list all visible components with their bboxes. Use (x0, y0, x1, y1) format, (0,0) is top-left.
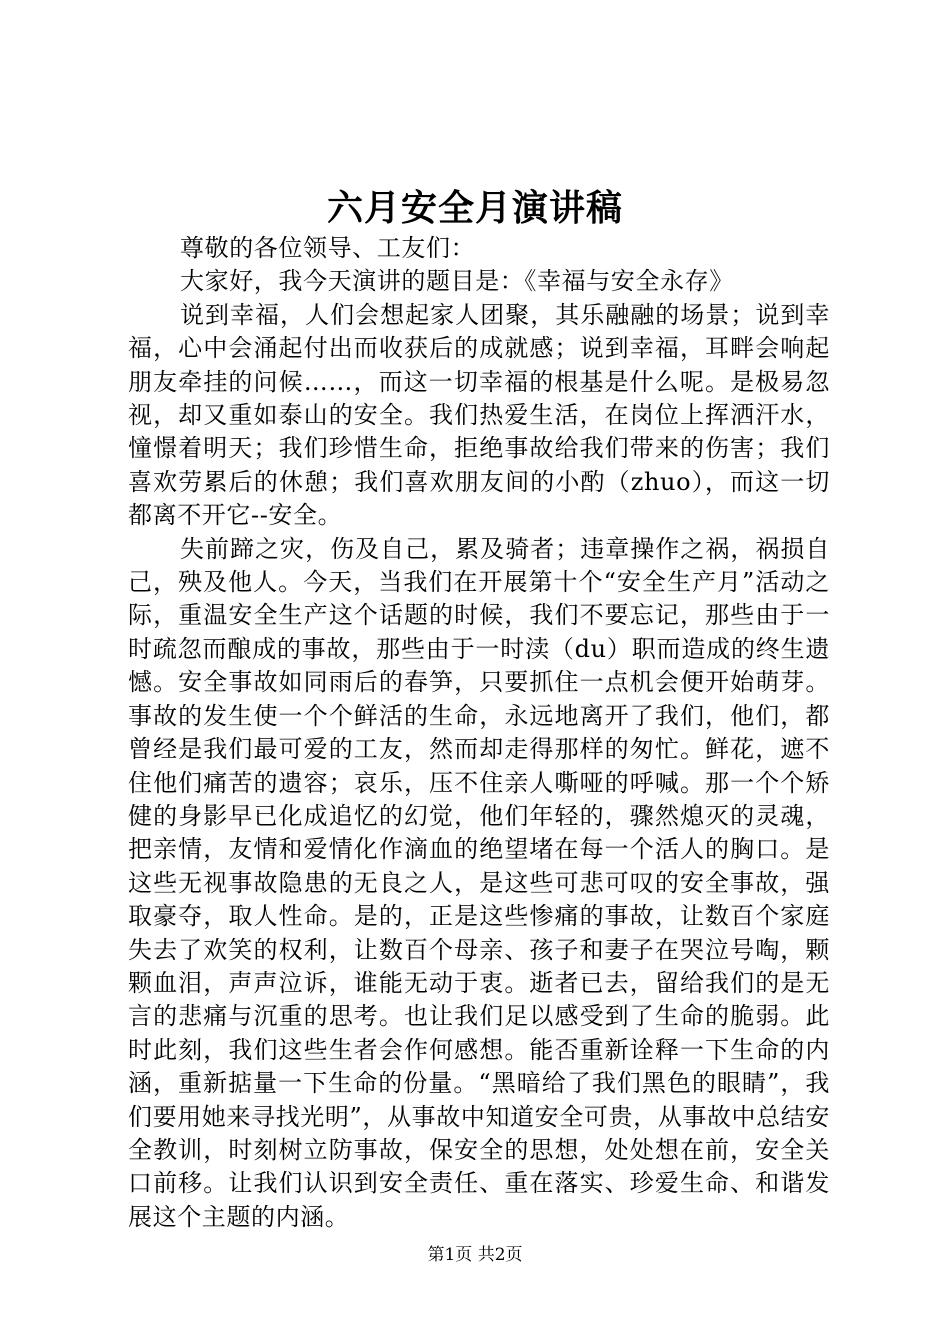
document-body (128, 232, 830, 1234)
salutation-paragraph: 尊敬的各位领导、工友们： (180, 234, 476, 262)
happiness-paragraph: 说到幸福，人们会想起家人团聚，其乐融融的场景；说到幸福，心中会涌起付出而收获后的成就感；说到幸福，耳畔会响起朋友牵挂的问候……，而这一切幸福的根基是什么呢。是极易忽视，却又重如泰山的安全。我们热爱生活，在岗位上挥洒汗水，憧憬着明天；我们珍惜生命，拒绝事故给我们带来的伤害；我们喜欢劳累后的休憩；我们喜欢朋友间的小酌（zhuo），而这一切都离不开它--安全。 (128, 300, 830, 530)
speech-topic-paragraph: 大家好，我今天演讲的题目是：《幸福与安全永存》 (180, 267, 734, 296)
document-title: 六月安全月演讲稿 (326, 187, 623, 229)
page-number-footer: 第1页 共2页 (427, 1245, 523, 1265)
safety-accident-paragraph: 失前蹄之灾，伤及自己，累及骑者；违章操作之祸，祸损自己，殃及他人。今天，当我们在开展第十个“安全生产月”活动之际，重温安全生产这个话题的时候，我们不要忘记，那些由于一时疏忽而酿成的事故，那些由于一时渎（du）职而造成的终生遗憾。安全事故如同雨后的春笋，只要抓住一点机会便开始萌芽。事故的发生使一个个鲜活的生命，永远地离开了我们，他们，都曾经是我们最可爱的工友，然而却走得那样的匆忙。鲜花，遮不住他们痛苦的遗容；哀乐，压不住亲人嘶哑的呼喊。那一个个矫健的身影早已化成追忆的幻觉，他们年轻的，骤然熄灭的灵魂，把亲情，友情和爱情化作滴血的绝望堵在每一个活人的胸口。是这些无视事故隐患的无良之人，是这些可悲可叹的安全事故，强取豪夺，取人性命。是的，正是这些惨痛的事故，让数百个家庭失去了欢笑的权利，让数百个母亲、孩子和妻子在哭泣号啕，颗颗血泪，声声泣诉，谁能无动于衷。逝者已去，留给我们的是无言的悲痛与沉重的思考。也让我们足以感受到了生命的脆弱。此时此刻，我们这些生者会作何感想。能否重新诠释一下生命的内涵，重新掂量一下生命的份量。“黑暗给了我们黑色的眼睛”，我们要用她来寻找光明”，从事故中知道安全可贵，从事故中总结安全教训，时刻树立防事故，保安全的思想，处处想在前，安全关口前移。让我们认识到安全责任、重在落实、珍爱生命、和谐发展这个主题的内涵。 (128, 534, 830, 1231)
